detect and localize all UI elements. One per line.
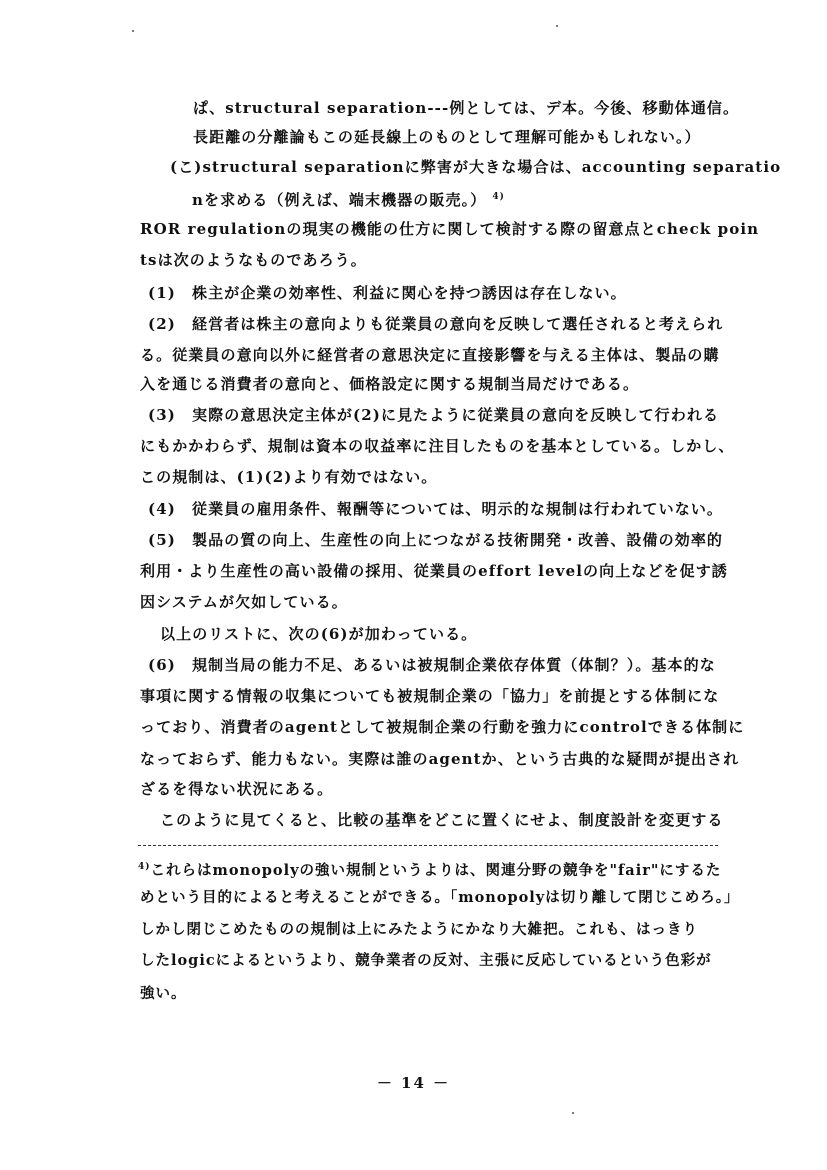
- text-line-13: この規制は、(1)(2)より有効ではない。: [140, 468, 438, 486]
- text-line-16: 利用・より生産性の高い設備の採用、従業員のeffort levelの向上などを促す誘: [140, 562, 728, 580]
- text-line-15: (5) 製品の質の向上、生産性の向上につながる技術開発・改善、設備の効率的: [148, 531, 724, 549]
- footnote-line-1-body: これらはmonopolyの強い規制というよりは、関連分野の競争を"fair"にするた: [150, 861, 722, 879]
- text-line-5: ROR regulationの現実の機能の仕方に関して検討する際の留意点とcheck poin: [140, 220, 760, 238]
- scan-speck: [556, 25, 558, 27]
- footnote-marker: 4): [138, 862, 151, 872]
- footnote-separator: [138, 845, 718, 846]
- text-line-22: なっておらず、能力もない。実際は誰のagentか、という古典的な疑問が提出され: [140, 750, 740, 768]
- text-line-23: ざるを得ない状況にある。: [140, 780, 334, 798]
- text-line-20: 事項に関する情報の収集についても被規制企業の「協力」を前提とする体制にな: [140, 687, 720, 705]
- text-line-4: [192, 187, 505, 210]
- text-line-17: 因システムが欠如している。: [140, 593, 348, 611]
- text-line-2: 長距離の分離論もこの延長線上のものとして理解可能かもしれない。）: [193, 128, 701, 146]
- text-line-14: (4) 従業員の雇用条件、報酬等については、明示的な規制は行われていない。: [148, 500, 724, 518]
- text-line-7: (1) 株主が企業の効率性、利益に関心を持つ誘因は存在しない。: [148, 284, 627, 302]
- footnote-line-5: 強い。: [140, 985, 187, 1002]
- scan-speck: [132, 30, 134, 32]
- text-line-9: る。従業員の意向以外に経営者の意思決定に直接影響を与える主体は、製品の購: [140, 346, 720, 364]
- footnote-line-1: [138, 857, 721, 881]
- text-line-1: ぱ、structural separation---例としては、デ本。今後、移動体通信。: [193, 99, 740, 117]
- text-line-11: (3) 実際の意思決定主体が(2)に見たように従業員の意向を反映して行われる: [148, 406, 720, 424]
- text-line-4-body: nを求める（例えば、端末機器の販売。）: [192, 191, 487, 209]
- text-line-19: (6) 規制当局の能力不足、あるいは被規制企業依存体質（体制？）。基本的な: [148, 656, 716, 674]
- text-line-3: (こ)structural separationに弊害が大きな場合は、accounting separatio: [170, 158, 782, 176]
- text-line-10: 入を通じる消費者の意向と、価格設定に関する規制当局だけである。: [140, 375, 640, 393]
- footnote-line-4: したlogicによるというより、競争業者の反対、主張に反応しているという色彩が: [140, 952, 712, 969]
- text-line-8: (2) 経営者は株主の意向よりも従業員の意向を反映して選任されると考えられ: [148, 315, 724, 333]
- text-line-6: tsは次のようなものであろう。: [140, 251, 367, 269]
- text-line-24: このように見てくると、比較の基準をどこに置くにせよ、制度設計を変更する: [160, 811, 724, 829]
- page-number: － 14 －: [376, 1074, 451, 1092]
- scan-speck: [572, 1112, 574, 1114]
- footnote-reference: 4): [492, 192, 506, 202]
- text-line-18: 以上のリストに、次の(6)が加わっている。: [160, 625, 478, 643]
- footnote-line-3: しかし閉じこめたものの規制は上にみたようにかなり大雑把。これも、はっきり: [140, 921, 698, 938]
- text-line-21: っており、消費者のagentとして被規制企業の行動を強力にcontrolできる体制に: [140, 718, 745, 736]
- text-line-12: にもかかわらず、規制は資本の収益率に注目したものを基本としている。しかし、: [140, 437, 735, 455]
- footnote-line-2: めという目的によると考えることができる。「monopolyは切り離して閉じこめろ。」: [140, 889, 740, 906]
